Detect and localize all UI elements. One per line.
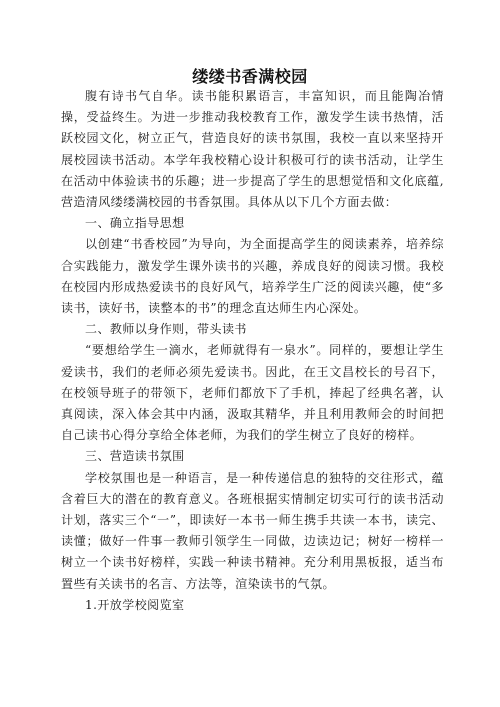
section-heading-2: 二、教师以身作则，带头读书	[85, 322, 247, 337]
document-body	[61, 86, 444, 616]
intro-paragraph: 腹有诗书气自华。读书能积累语言，丰富知识，而且能陶冶情操，受益终生。为进一步推动我校教育工作，激发学生读书热情，活跃校园文化，树立正气，营造良好的读书氛围，我校一直以来坚持开展校园读书活动。本学年我校精心设计积极可行的读书活动，让学生在活动中体验读书的乐趣；进一步提高了学生的思想觉悟和文化底蕴,营造清风缕缕满校园的书香氛围。具体从以下几个方面去做：	[61, 89, 444, 210]
section-1-paragraph: 以创建“书香校园”为导向，为全面提高学生的阅读素养，培养综合实践能力，激发学生课外读书的兴趣，养成良好的阅读习惯。我校在校园内形成热爱读书的良好风气，培养学生广泛的阅读兴趣，使“多读书，读好书，读整本的书”的理念直达师生内心深处。	[61, 237, 444, 316]
section-heading-1: 一、确立指导思想	[85, 216, 185, 231]
section-3-paragraph: 学校氛围也是一种语言，是一种传递信息的独特的交往形式，蕴含着巨大的潜在的教育意义。各班根据实情制定切实可行的读书活动计划，落实三个“一”，即读好一本书一师生携手共读一本书，读完、读懂；做好一件事一教师引领学生一同做，边读边记；树好一榜样一树立一个读书好榜样，实践一种读书精神。充分利用黑板报，适当布置些有关读书的名言、方法等，渲染读书的气氛。	[61, 470, 444, 591]
section-2-paragraph: “要想给学生一滴水，老师就得有一泉水”。同样的，要想让学生爱读书，我们的老师必须先爱读书。因此，在王文昌校长的号召下，在校领导班子的带领下，老师们都放下了手机，捧起了经典名著，认真阅读，深入体会其中内涵，汲取其精华，并且利用教师会的时间把自己读书心得分享给全体老师，为我们的学生树立了良好的榜样。	[61, 343, 444, 443]
document-title: 缕缕书香满校园	[192, 67, 308, 86]
subsection-heading-1: 1.开放学校阅览室	[85, 597, 185, 612]
section-heading-3: 三、营造读书氛围	[85, 449, 185, 464]
